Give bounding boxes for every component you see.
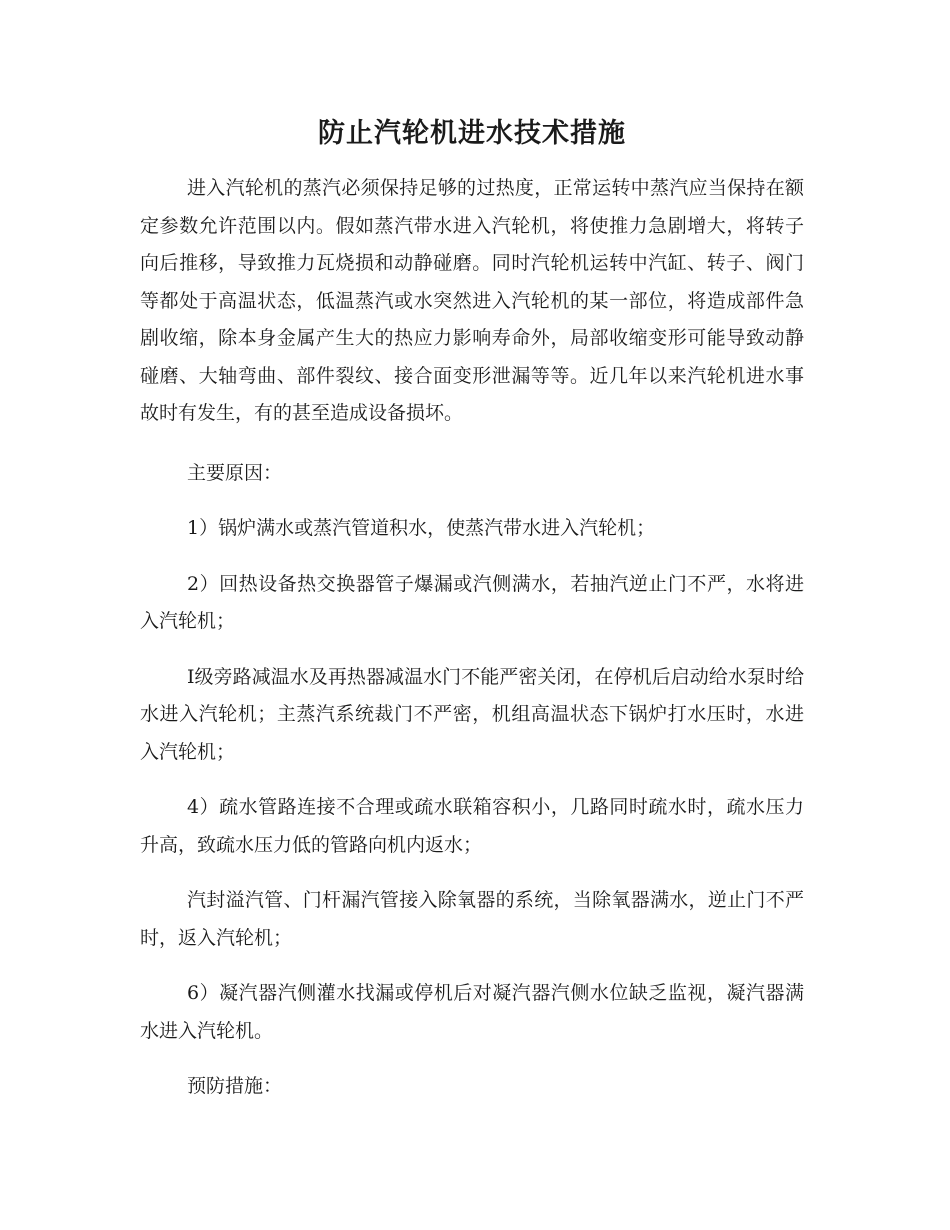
- cause-item-3: I级旁路减温水及再热器减温水门不能严密关闭，在停机后启动给水泵时给水进入汽轮机；主蒸汽系统裁门不严密，机组高温状态下锅炉打水压时，水进入汽轮机；: [140, 665, 804, 763]
- document-page: [140, 110, 804, 1124]
- cause-item-1: 1）锅炉满水或蒸汽管道积水，使蒸汽带水进入汽轮机；: [187, 517, 656, 539]
- main-causes-heading: 主要原因：: [187, 461, 283, 484]
- cause-item-5: 汽封溢汽管、门杆漏汽管接入除氧器的系统，当除氧器满水，逆止门不严时，返入汽轮机；: [140, 889, 804, 949]
- cause-item-4: 4）疏水管路连接不合理或疏水联箱容积小，几路同时疏水时，疏水压力升高，致疏水压力低的管路向机内返水；: [140, 796, 804, 856]
- intro-paragraph: 进入汽轮机的蒸汽必须保持足够的过热度，正常运转中蒸汽应当保持在额定参数允许范围以内。假如蒸汽带水进入汽轮机，将使推力急剧增大，将转子向后推移，导致推力瓦烧损和动静碰磨。同时汽轮机运转中汽缸、转子、阀门等都处于高温状态，低温蒸汽或水突然进入汽轮机的某一部位，将造成部件急剧收缩，除本身金属产生大的热应力影响寿命外，局部收缩变形可能导致动静碰磨、大轴弯曲、部件裂纹、接合面变形泄漏等等。近几年以来汽轮机进水事故时有发生，有的甚至造成设备损坏。: [140, 177, 804, 424]
- cause-item-2: 2）回热设备热交换器管子爆漏或汽侧满水，若抽汽逆止门不严，水将进入汽轮机；: [140, 572, 804, 632]
- document-title: 防止汽轮机进水技术措施: [318, 118, 626, 149]
- prevention-heading: 预防措施：: [187, 1075, 283, 1097]
- cause-item-6: 6）凝汽器汽侧灌水找漏或停机后对凝汽器汽侧水位缺乏监视，凝汽器满水进入汽轮机。: [140, 982, 804, 1042]
